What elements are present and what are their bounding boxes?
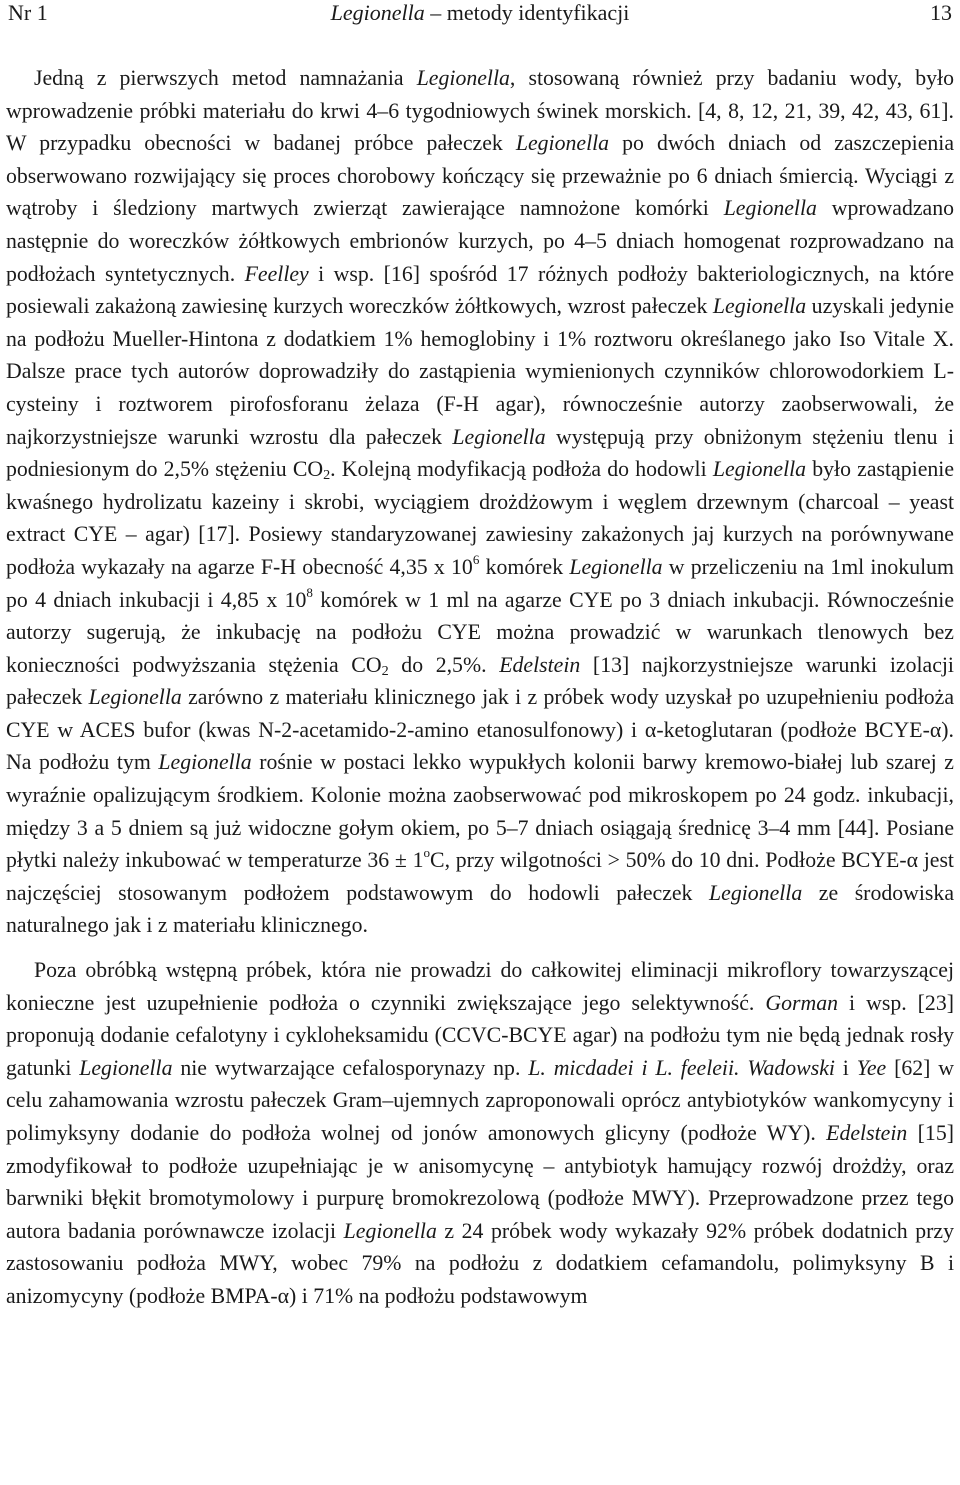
paragraph-1: Jedną z pierwszych metod namnażania Legionella, stosowaną również przy badaniu wody, było wprowadzenie próbki materiału do krwi 4–6 tygodniowych świnek morskich. [4, 8, 12, 21, 39, 42, 43, 61]. W przypadku obecności w badanej próbce pałeczek Legionella po dwóch dniach od zaszczepienia obserwowano rozwijający się proces chorobowy kończący się przeważnie po 6 dniach śmiercią. Wyciągi z wątroby i śledziony martwych zwierząt zawierające namnożone komórki Legionella wprowadzano następnie do woreczków żółtkowych embrionów kurzych, po 4–5 dniach homogenat rozprowadzano na podłożach syntetycznych. Feelley i wsp. [16] spośród 17 różnych podłoży bakteriologicznych, na które posiewali zakażoną zawiesinę kurzych woreczków żółtkowych, wzrost pałeczek Legionella uzyskali jedynie na podłożu Mueller-Hintona z dodatkiem 1% hemoglobiny i 1% roztworu określanego jako Iso Vitale X. Dalsze prace tych autorów doprowadziły do zastąpienia wymienionych czynników chlorowodorkiem L-cysteiny i roztworem pirofosforanu żelaza (F-H agar), równocześnie autorzy zaobserwowali, że najkorzystniejsze warunki wzrostu dla pałeczek Legionella występują przy obniżonym stężeniu tlenu i podniesionym do 2,5% stężeniu $CO_2$. Kolejną modyfikacją podłoża do hodowli Legionella było zastąpienie kwaśnego hydrolizatu kazeiny i skrobi, wyciągiem drożdżowym i węglem drzewnym (charcoal – yeast extract CYE – agar) [17]. Posiewy standaryzowanej zawiesiny zakażonych jaj kurzych na porównywane podłoża wykazały na agarze F-H obecność 4,35 x $10^6$ komórek Legionella w przeliczeniu na 1ml inokulum po 4 dniach inkubacji i 4,85 x $10^8$ komórek w 1 ml na agarze CYE po 3 dniach inkubacji. Równocześnie autorzy sugerują, że inkubację na podłożu CYE można prowadzić w warunkach tlenowych bez konieczności podwyższania stężenia $CO_2$ do 2,5%. Edelstein [13] najkorzystniejsze warunki izolacji pałeczek Legionella zarówno z materiału klinicznego jak i z próbek wody uzyskał po uzupełnieniu podłoża CYE w ACES bufor (kwas N-2-acetamido-2-amino etanosulfonowy) i α-ketoglutaran (podłoże BCYE-α). Na podłożu tym Legionella rośnie w postaci lekko wypukłych kolonii barwy kremowo-białej lub szarej z wyraźnie opalizującym środkiem. Kolonie można zaobserwować pod mikroskopem po 24 godz. inkubacji, między 3 a 5 dniem są już widoczne gołym okiem, po 5–7 dniach osiągają średnicę 3–4 mm [44]. Posiane płytki należy inkubować w temperaturze $36 \pm 1^oC$, przy wilgotności > 50% do 10 dni. Podłoże BCYE-α jest najczęściej stosowanym podłożem podstawowym do hodowli pałeczek Legionella ze środowiska naturalnego jak i z materiału klinicznego.: [6, 66, 954, 938]
running-title-genus: Legionella: [330, 0, 425, 25]
running-header: [8, 0, 952, 30]
article-body: [6, 62, 954, 1313]
running-title: [8, 0, 952, 26]
paragraph-2: Poza obróbką wstępną próbek, która nie prowadzi do całkowitej eliminacji mikroflory towarzyszącej konieczne jest uzupełnienie podłoża o czynniki zwiększające jego selektywność. Gorman i wsp. [23] proponują dodanie cefalotyny i cykloheksamidu (CCVC-BCYE agar) na podłożu tym nie będą jednak rosły gatunki Legionella nie wytwarzające cefalosporynazy np. L. micdadei i L. feeleii. Wadowski i Yee [62] w celu zahamowania wzrostu pałeczek Gram–ujemnych zaproponowali oprócz antybiotyków wankomycyny i polimyksyny dodanie do podłoża wolnej od jonów amonowych glicyny (podłoże WY). Edelstein [15] zmodyfikował to podłoże uzupełniając je w anisomycynę – antybiotyk hamujący rozwój drożdży, oraz barwniki błękit bromotymolowy i purpurę bromokrezolową (podłoże MWY). Przeprowadzone przez tego autora badania porównawcze izolacji Legionella z 24 próbek wody wykazały 92% próbek dodatnich przy zastosowaniu podłoża MWY, wobec 79% na podłożu z dodatkiem cefamandolu, polimyksyny B i anizomycyny (podłoże BMPA-α) i 71% na podłożu podstawowym: [6, 958, 954, 1308]
running-title-rest: – metody identyfikacji: [424, 0, 630, 25]
page-number: 13: [930, 0, 952, 25]
issue-number: Nr 1: [8, 0, 48, 25]
